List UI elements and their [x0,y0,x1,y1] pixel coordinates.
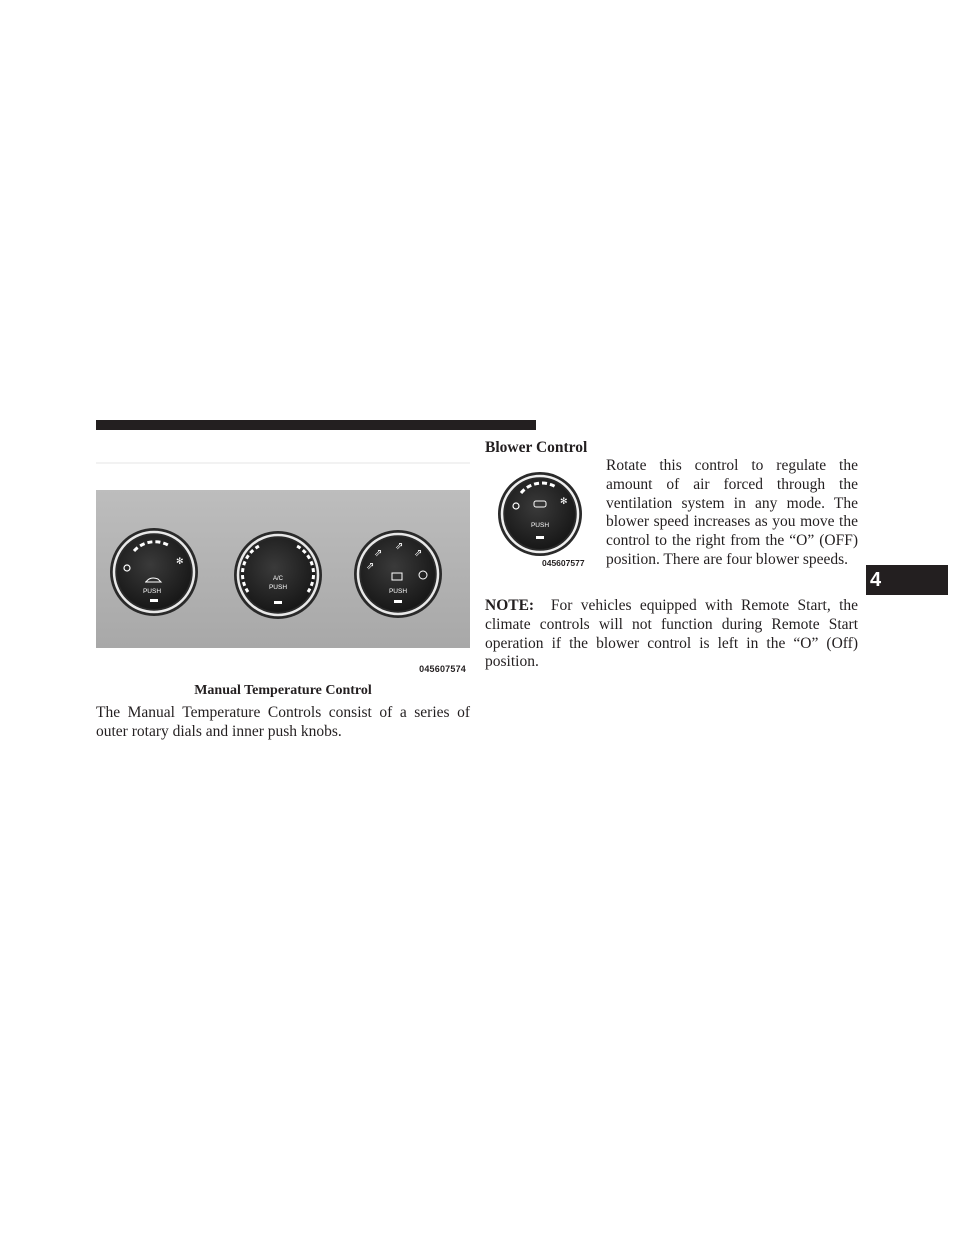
blower-paragraph: Rotate this control to regulate the amount of air forced through the ventilation system in any mode. The blower speed increases as you move the control to the right from the “O” (OFF) position. There are four blower speeds. [606,457,858,568]
note-label: NOTE: [485,597,535,614]
svg-text:⇗: ⇗ [366,561,375,572]
figure-id-main: 045607574 [419,664,466,674]
svg-text:✻: ✻ [176,557,184,567]
mode-knob [354,530,442,618]
figure-id-small: 045607577 [542,558,585,568]
intro-paragraph: The Manual Temperature Controls consist of a series of outer rotary dials and inner push knobs. [96,704,470,740]
blower-knob-illustration [488,466,600,570]
chapter-tab: 4 [866,565,948,595]
svg-text:✻: ✻ [560,497,568,507]
blower-control-heading: Blower Control [485,439,588,456]
small-knob-push-label: PUSH [530,522,550,529]
ac-label: A/C [272,576,284,582]
svg-text:⇗: ⇗ [374,548,383,559]
blower-knob [110,528,198,616]
climate-knobs-illustration [96,462,470,678]
temperature-knob [234,531,322,619]
manual-temperature-control-figure [96,462,470,678]
center-knob-push-label: PUSH [268,584,288,591]
svg-text:⇗: ⇗ [395,541,404,552]
figure-caption: Manual Temperature Control [194,683,372,698]
note-paragraph [485,597,858,672]
section-rule [96,420,536,430]
left-knob-push-label: PUSH [142,588,162,595]
note-text: For vehicles equipped with Remote Start, the climate controls will not function during Remote Start operation if the blower control is left in the “O” (Off) position. [485,597,859,671]
blower-control-figure [488,466,600,570]
svg-text:⇗: ⇗ [414,548,423,559]
right-knob-push-label: PUSH [388,588,408,595]
